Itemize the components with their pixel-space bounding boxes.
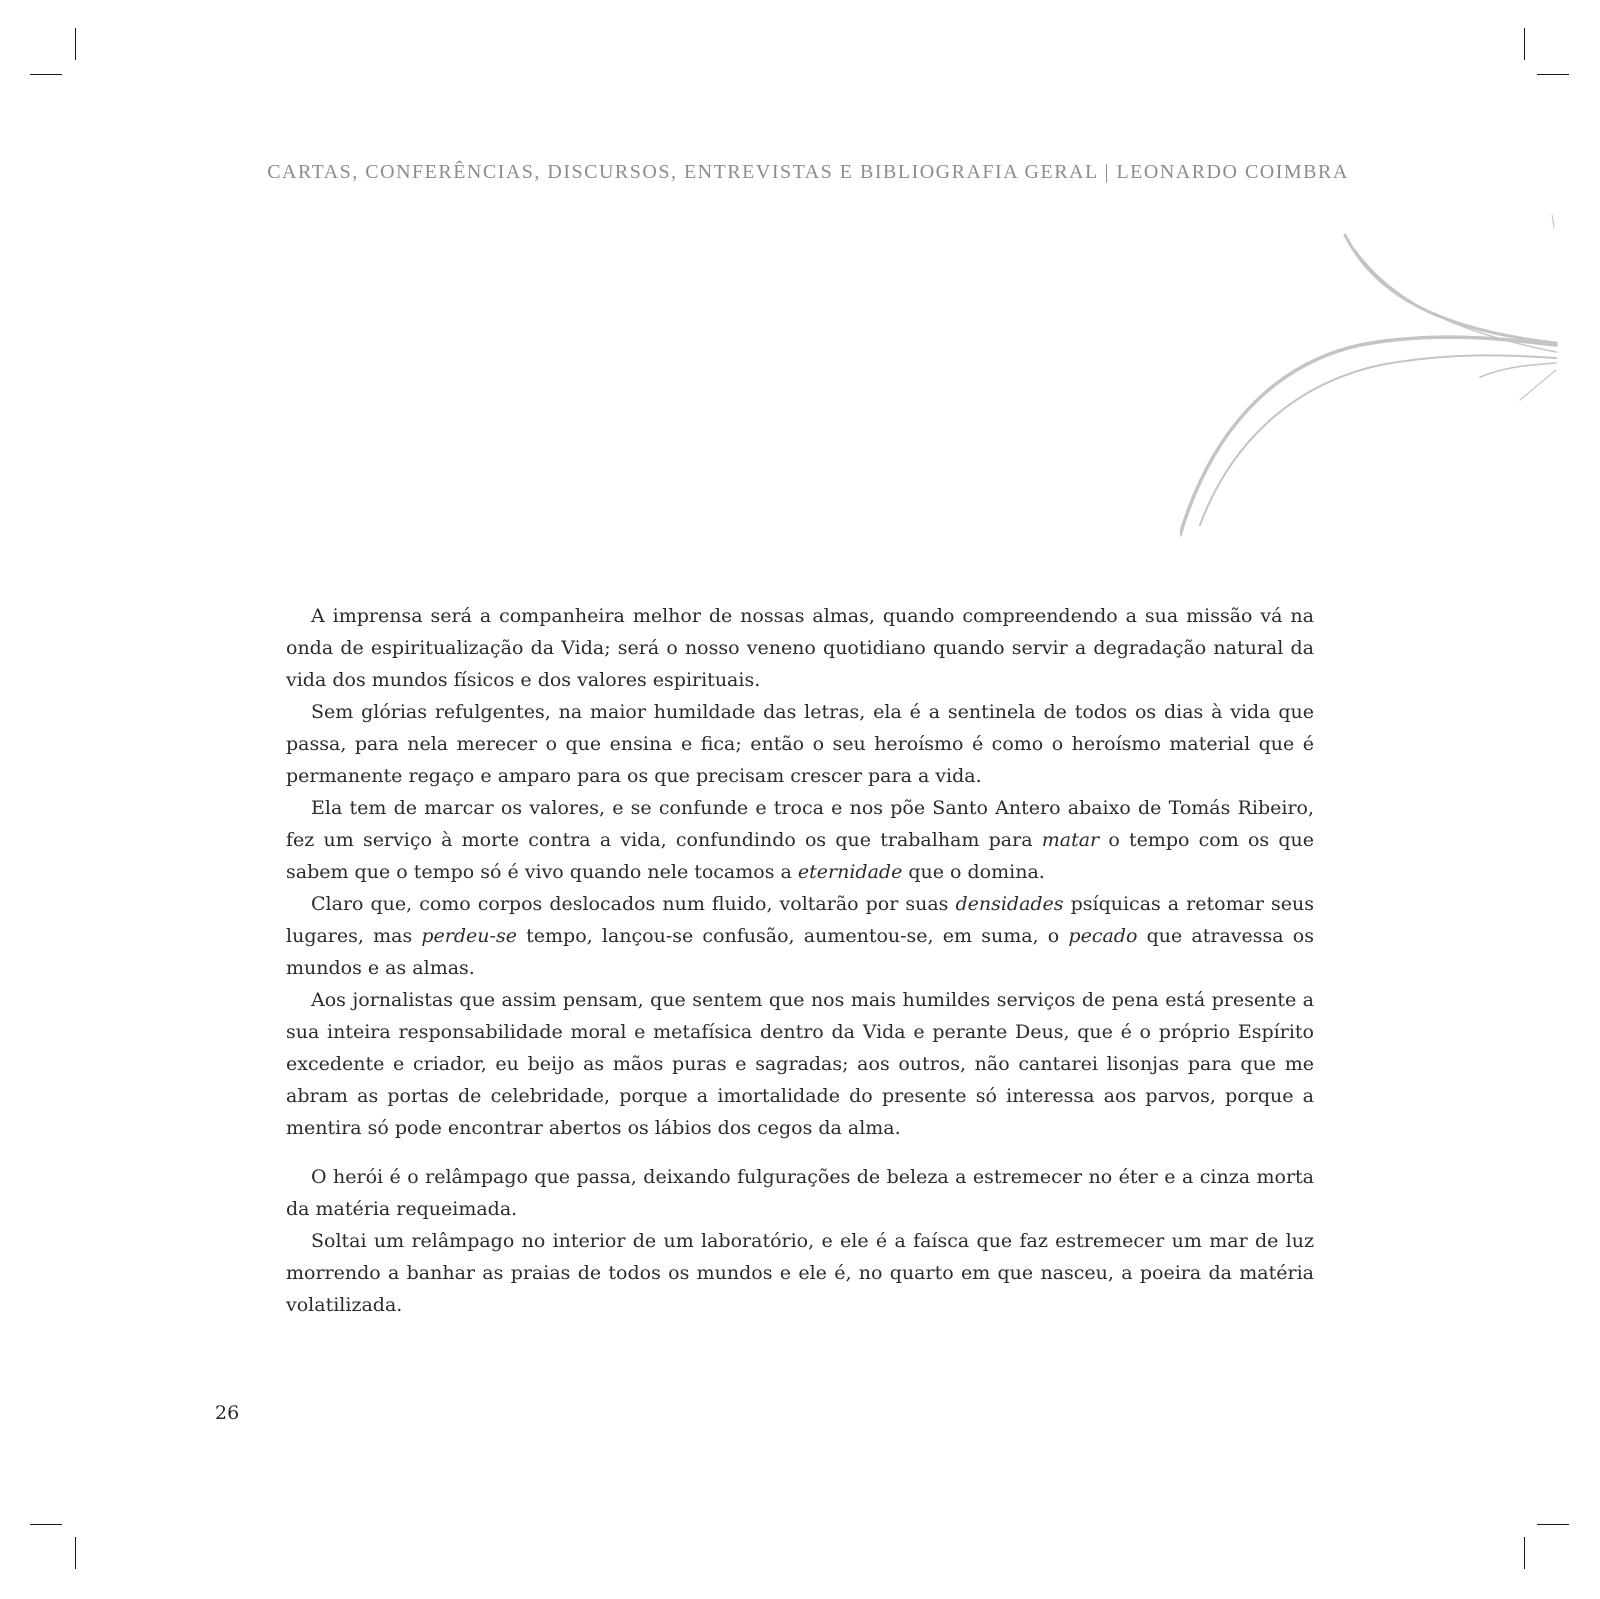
emphasis-eternidade: eternidade (797, 861, 903, 883)
crop-mark-top-right-h (1537, 74, 1569, 75)
emphasis-pecado: pecado (1068, 925, 1138, 947)
paragraph-1: A imprensa será a companheira melhor de nossas almas, quando compreendendo a sua missão vá na onda de espiritualização da Vida; será o nosso veneno quotidiano quando servir a degradação natural da vida dos mundos físicos e dos valores espirituais. (286, 605, 1314, 691)
crop-mark-bottom-left-h (30, 1524, 62, 1525)
paragraph-2: Sem glórias refulgentes, na maior humildade das letras, ela é a sentinela de todos os dias à vida que passa, para nela merecer o que ensina e fica; então o seu heroísmo é como o heroísmo material que é permanente regaço e amparo para os que precisam crescer para a vida. (286, 701, 1314, 787)
paragraph-3: Ela tem de marcar os valores, e se confunde e troca e nos põe Santo Antero abaixo de Tomás Ribeiro, fez um serviço à morte contra a vida, confundindo os que trabalham para matar o tempo com os que sabem que o tempo só é vivo quando nele tocamos a eternidade que o domina. (286, 797, 1314, 883)
paragraph-7: Soltai um relâmpago no interior de um laboratório, e ele é a faísca que faz estremecer um mar de luz morrendo a banhar as praias de todos os mundos e ele é, no quarto em que nasceu, a poeira da matéria volatilizada. (286, 1230, 1314, 1316)
paragraph-5: Aos jornalistas que assim pensam, que sentem que nos mais humildes serviços de pena está presente a sua inteira responsabilidade moral e metafísica dentro da Vida e perante Deus, que é o próprio Espírito excedente e criador, eu beijo as mãos puras e sagradas; aos outros, não cantarei lisonjas para que me abram as portas de celebridade, porque a imortalidade do presente só interessa aos parvos, porque a mentira só pode encontrar abertos os lábios dos cegos da alma. (286, 989, 1314, 1139)
crop-mark-bottom-right-v (1524, 1537, 1525, 1569)
emphasis-densidades: densidades (955, 893, 1064, 915)
paragraph-6: O herói é o relâmpago que passa, deixando fulgurações de beleza a estremecer no éter e a cinza morta da matéria requeimada. (286, 1166, 1314, 1220)
body-text (286, 600, 1314, 1321)
emphasis-perdeu-se: perdeu-se (421, 925, 517, 947)
running-header: CARTAS, CONFERÊNCIAS, DISCURSOS, ENTREVISTAS E BIBLIOGRAFIA GERAL | LEONARDO COIMBRA (267, 161, 1349, 183)
ornament-swirl-icon (1180, 215, 1560, 545)
crop-mark-top-left-v (75, 28, 76, 60)
crop-mark-top-right-v (1524, 28, 1525, 60)
paragraph-4: Claro que, como corpos deslocados num fluido, voltarão por suas densidades psíquicas a retomar seus lugares, mas perdeu-se tempo, lançou-se confusão, aumentou-se, em suma, o pecado que atravessa os mundos e as almas. (286, 893, 1315, 979)
crop-mark-bottom-left-v (75, 1537, 76, 1569)
emphasis-matar: matar (1041, 829, 1100, 851)
page-number: 26 (215, 1402, 240, 1424)
crop-mark-top-left-h (30, 74, 62, 75)
crop-mark-bottom-right-h (1537, 1524, 1569, 1525)
